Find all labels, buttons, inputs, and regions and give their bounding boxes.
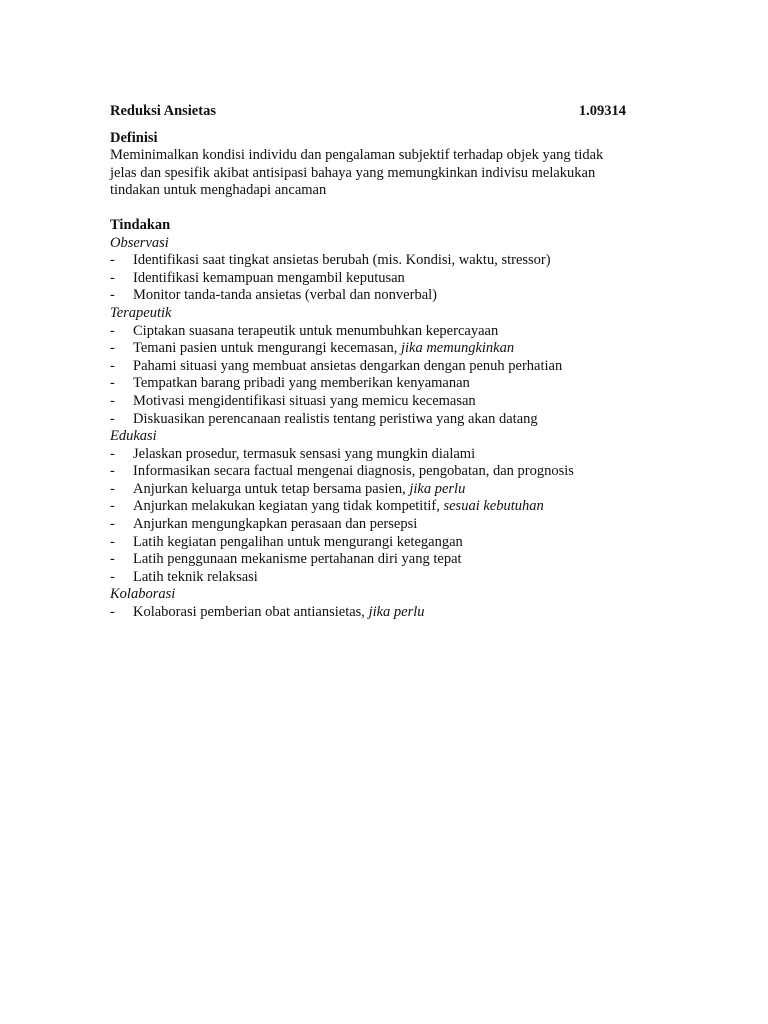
list-item — [110, 375, 650, 393]
list-bullet: - — [110, 269, 115, 286]
list-item — [110, 323, 650, 341]
list-item-note: jika perlu — [368, 604, 425, 621]
list-item-body — [133, 375, 470, 393]
list-bullet: - — [110, 516, 115, 533]
definition-line: jelas dan spesifik akibat antisipasi bahaya yang memungkinkan indivisu melakukan — [110, 164, 596, 181]
list-item-text: Latih teknik relaksasi — [133, 568, 258, 585]
list-item-body — [133, 446, 475, 464]
list-bullet: - — [110, 357, 115, 374]
list-item-text: Kolaborasi pemberian obat antiansietas, — [133, 604, 369, 621]
list-item — [110, 252, 650, 270]
list-item — [110, 569, 650, 587]
list-item — [110, 270, 650, 288]
list-item-body — [133, 270, 405, 288]
list-bullet: - — [110, 322, 115, 339]
group-heading-edukasi: Edukasi — [110, 428, 157, 445]
document-page — [110, 103, 650, 622]
list-item-text: Tempatkan barang pribadi yang memberikan kenyamanan — [133, 375, 470, 392]
list-item-text: Motivasi mengidentifikasi situasi yang memicu kecemasan — [133, 392, 476, 409]
definition-heading: Definisi — [110, 129, 158, 146]
list-item — [110, 534, 650, 552]
list-bullet: - — [110, 340, 115, 357]
list-bullet: - — [110, 568, 115, 585]
list-item-body — [133, 498, 544, 516]
list-item-text: Diskuasikan perencanaan realistis tentang peristiwa yang akan datang — [133, 410, 538, 427]
list-item-body — [133, 323, 498, 341]
list-item-note: jika memungkinkan — [400, 340, 515, 357]
list-item-text: Jelaskan prosedur, termasuk sensasi yang mungkin dialami — [133, 445, 476, 462]
list-item — [110, 604, 650, 622]
document-title: Reduksi Ansietas — [110, 103, 216, 119]
list-item — [110, 551, 650, 569]
list-item — [110, 481, 650, 499]
list-item-body — [133, 463, 574, 481]
list-item — [110, 393, 650, 411]
list-item-text: Latih kegiatan pengalihan untuk mengurangi ketegangan — [133, 533, 463, 550]
list-bullet: - — [110, 463, 115, 480]
list-item — [110, 358, 650, 376]
list-item-body — [133, 481, 465, 499]
list-item-body — [133, 551, 462, 569]
actions-heading: Tindakan — [110, 216, 171, 233]
list-item-body — [133, 340, 514, 358]
list-item-body — [133, 393, 476, 411]
list-item — [110, 463, 650, 481]
definition-line: Meminimalkan kondisi individu dan pengalaman subjektif terhadap objek yang tidak — [110, 147, 604, 164]
list-item-body — [133, 252, 551, 270]
list-item-body — [133, 287, 437, 305]
list-item-body — [133, 358, 562, 376]
list-bullet: - — [110, 375, 115, 392]
group-heading-observasi: Observasi — [110, 234, 169, 251]
list-bullet: - — [110, 604, 115, 621]
document-code: 1.09314 — [578, 103, 626, 119]
list-bullet: - — [110, 252, 115, 269]
list-item-body — [133, 604, 425, 622]
list-item-note: sesuai kebutuhan — [443, 498, 544, 515]
list-bullet: - — [110, 445, 115, 462]
list-item — [110, 340, 650, 358]
list-item-text: Anjurkan keluarga untuk tetap bersama pasien, — [133, 480, 410, 497]
list-bullet: - — [110, 392, 115, 409]
list-item-text: Anjurkan mengungkapkan perasaan dan persepsi — [133, 516, 418, 533]
spacer — [110, 200, 650, 217]
definition-line: tindakan untuk menghadapi ancaman — [110, 182, 327, 199]
list-item — [110, 287, 650, 305]
list-item-body — [133, 411, 538, 429]
group-list — [110, 446, 650, 587]
spacer — [110, 121, 650, 130]
list-item — [110, 516, 650, 534]
group-list — [110, 252, 650, 305]
list-item-text: Anjurkan melakukan kegiatan yang tidak kompetitif, — [133, 498, 444, 515]
list-item-body — [133, 569, 258, 587]
list-item-text: Identifikasi kemampuan mengambil keputusan — [133, 269, 405, 286]
list-bullet: - — [110, 480, 115, 497]
list-item-body — [133, 516, 417, 534]
title-row — [110, 103, 626, 121]
list-item-text: Latih penggunaan mekanisme pertahanan diri yang tepat — [133, 551, 462, 568]
definition-text — [110, 147, 640, 200]
list-bullet: - — [110, 551, 115, 568]
group-heading-kolaborasi: Kolaborasi — [110, 586, 176, 603]
list-item-note: jika perlu — [409, 480, 466, 497]
list-item — [110, 446, 650, 464]
action-groups — [110, 235, 650, 622]
group-list — [110, 323, 650, 429]
list-item-text: Identifikasi saat tingkat ansietas berubah (mis. Kondisi, waktu, stressor) — [133, 252, 551, 269]
group-heading-terapeutik: Terapeutik — [110, 304, 172, 321]
list-item — [110, 411, 650, 429]
list-item-text: Informasikan secara factual mengenai diagnosis, pengobatan, dan prognosis — [133, 463, 574, 480]
list-bullet: - — [110, 498, 115, 515]
list-item — [110, 498, 650, 516]
list-item-text: Temani pasien untuk mengurangi kecemasan, — [133, 340, 401, 357]
list-bullet: - — [110, 410, 115, 427]
list-item-text: Monitor tanda-tanda ansietas (verbal dan nonverbal) — [133, 287, 437, 304]
list-bullet: - — [110, 533, 115, 550]
list-item-text: Pahami situasi yang membuat ansietas dengarkan dengan penuh perhatian — [133, 357, 563, 374]
group-list — [110, 604, 650, 622]
list-item-body — [133, 534, 463, 552]
list-bullet: - — [110, 287, 115, 304]
list-item-text: Ciptakan suasana terapeutik untuk menumbuhkan kepercayaan — [133, 322, 499, 339]
